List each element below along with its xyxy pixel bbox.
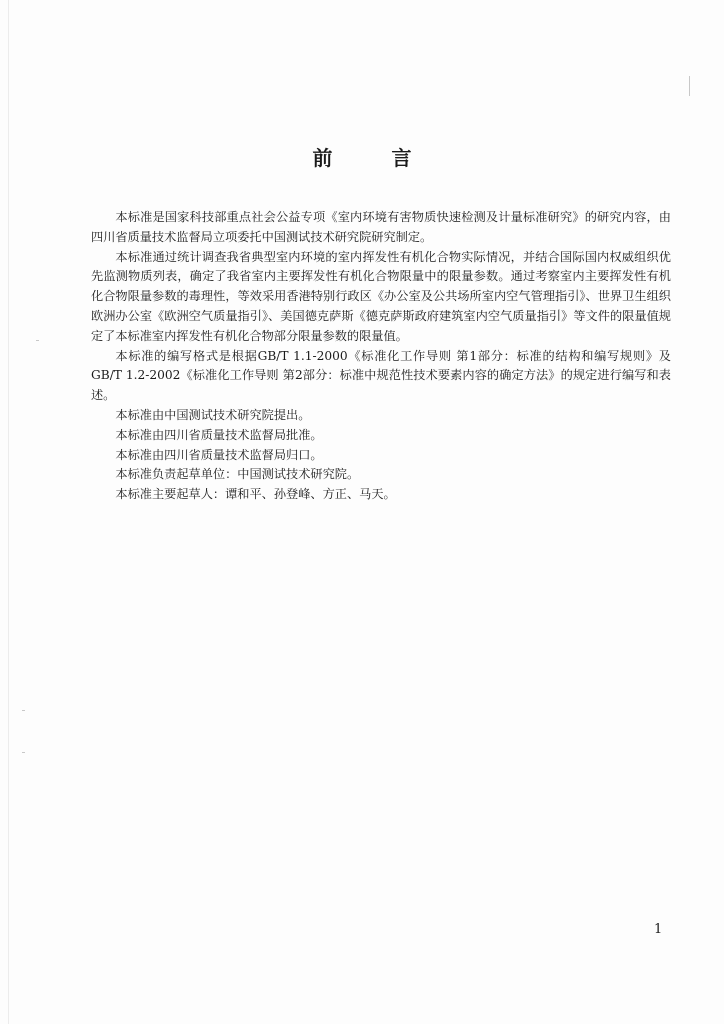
scan-mark-left — [36, 340, 39, 341]
paragraph-centralized-by: 本标准由四川省质量技术监督局归口。 — [115, 447, 323, 462]
paragraph-drafters: 本标准主要起草人：谭和平、孙登峰、方正、马天。 — [115, 487, 396, 502]
paragraph-source: 本标准是国家科技部重点社会公益专项《室内环境有害物质快速检测及计量标准研究》的研究内容，由四川省质量技术监督局立项委托中国测试技术研究院研究制定。 — [91, 210, 671, 244]
page-number: 1 — [654, 922, 663, 937]
paragraph-proposer: 本标准由中国测试技术研究院提出。 — [115, 407, 311, 422]
paragraph-approver: 本标准由四川省质量技术监督局批准。 — [115, 427, 323, 442]
paragraph-format: 本标准的编写格式是根据GB/T 1.1-2000《标准化工作导则 第1部分：标准的结构和编写规则》及GB/T 1.2-2002《标准化工作导则 第2部分：标准中规范性技术要素内容的确定方法》的规定进行编写和表述。 — [91, 348, 671, 403]
scan-mark-right — [689, 76, 690, 96]
paragraph-drafting-unit: 本标准负责起草单位：中国测试技术研究院。 — [115, 467, 360, 482]
paragraph-method: 本标准通过统计调查我省典型室内环境的室内挥发性有机化合物实际情况，并结合国际国内权威组织优先监测物质列表，确定了我省室内主要挥发性有机化合物限量中的限量参数。通过考察室内主要挥发性有机化合物限量参数的毒理性，等效采用香港特别行政区《办公室及公共场所室内空气管理指引》、世界卫生组织欧洲办公室《欧洲空气质量指引》、美国德克萨斯《德克萨斯政府建筑室内空气质量指引》等文件的限量值规定了本标准室内挥发性有机化合物部分限量参数的限量值。 — [91, 249, 671, 343]
page-title: 前 言 — [312, 146, 438, 170]
scan-mark-left — [22, 752, 25, 753]
foreword-body — [91, 208, 671, 505]
scan-mark-left — [22, 710, 25, 711]
